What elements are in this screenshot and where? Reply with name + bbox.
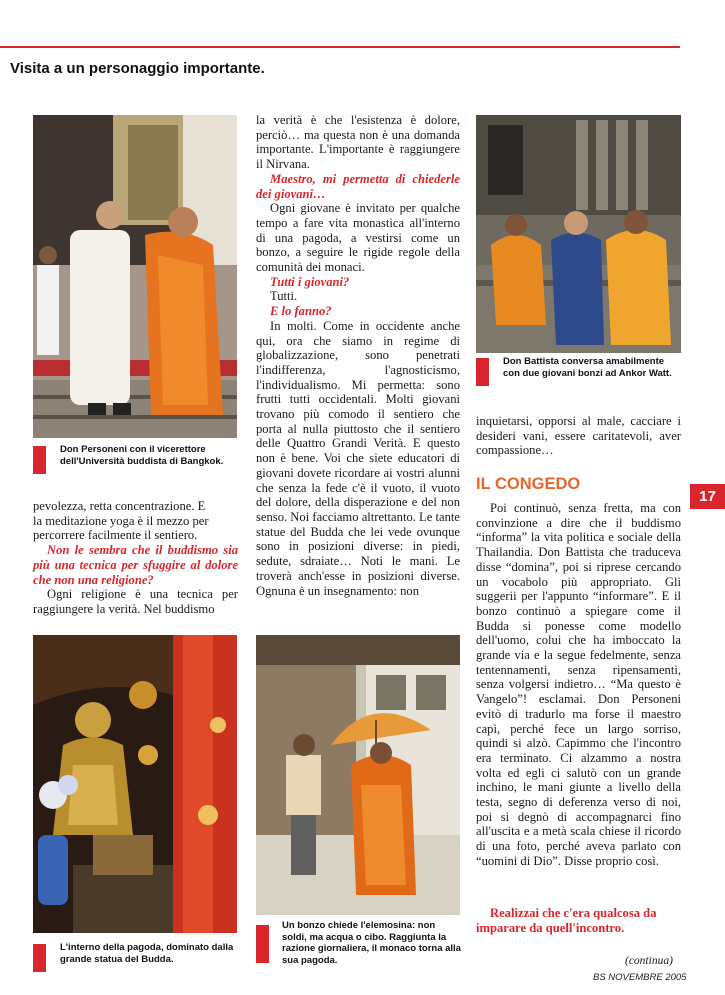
- caption-marker: [33, 944, 46, 972]
- continua-label: (continua): [625, 955, 673, 967]
- interview-question: Tutti i giovani?: [270, 274, 350, 289]
- article-paragraph: In molti. Come in occidente anche qui, ora che siamo in regime di globalizzazione, sono penetrati l'indifferenza, l'agnosticismo, l'individualismo. Mi permetta: sono frutti tutti occidentali. Molti giovani trovano più comodo il sentiero che porta al nulla piuttosto che il sentiero delle Quattro Grandi Verità. E questo non è bene. Voi che siete educatori di giovani dovete ricordare ai vostri alunni che senza la fede c'è il vuoto, il vuoto del dolore, della disperazione e del non senso. Noi facciamo altrettanto. Le tante statue del Budda che lei vede ovunque sono in posizioni diverse: in piedi, sedute, sdraiate… Noti le mani. Le troverà anch'esse in posizioni diverse. Ognuna è un insegnamento: non: [256, 318, 460, 598]
- closing-statement: Realizzai che c'era qualcosa da imparare da quell'incontro.: [476, 906, 657, 935]
- photo-caption: Don Battista conversa amabilmente con due giovani bonzi ad Ankor Watt.: [503, 356, 672, 379]
- issue-footer: BS NOVEMBRE 2005: [593, 972, 687, 983]
- article-paragraph: inquietarsi, opporsi al male, cacciare i desideri vani, essere caritatevoli, aver compassione…: [476, 414, 681, 458]
- page-number: 17: [690, 484, 725, 509]
- article-line: pevolezza, retta concentrazione. E: [33, 499, 206, 513]
- article-paragraph: Ogni religione è una tecnica per raggiungere la verità. Nel buddismo: [33, 587, 238, 616]
- photo-caption: Un bonzo chiede l'elemosina: non soldi, ma acqua o cibo. Raggiunta la razione giornaliera, il monaco torna alla sua pagoda.: [282, 920, 461, 966]
- caption-marker: [476, 358, 489, 386]
- photo-pagoda-interior: [33, 635, 237, 933]
- article-paragraph: Ogni giovane è invitato per qualche tempo a fare vita monastica all'interno di una pagoda, a vestirsi come un bonzo, a seguire le rigide regole della comunità dei monaci.: [256, 201, 460, 275]
- photo-don-personeni-vicerettore: [33, 115, 237, 438]
- article-line: la meditazione yoga è il mezzo per: [33, 513, 209, 528]
- interview-question: Non le sembra che il buddismo sia più una tecnica per sfuggire al dolore che non una religione?: [33, 543, 238, 587]
- article-paragraph: Poi continuò, senza fretta, ma con convinzione a dire che il buddismo “informa” la vita politica e sociale della Thailandia. Don Battista che traduceva disse “domina”, poi si riprese cercando un vocabolo più appropriato. Gli suggerii per l'appunto “informare”. E il bonzo continuò a spiegare come il Budda si ponesse come modello dell'uomo, colui che ha imboccato la grande via e la segue fedelmente, senza tentennamenti, senza ripensamenti, senza volgersi indietro… “Ma questo è Vangelo”! esclamai. Don Personeni evitò di tradurlo ma forse il maestro capì, perché fece un largo sorriso, quindi si alzò. Capimmo che l'incontro era terminato. Ci alzammo a nostra volta ed egli ci salutò con un grande inchino, le mani giunte a livello della testa, segno di deferenza verso di noi, poi si degnò di accompagnarci fino all'uscita e a metà scala chiese il ricordo di una foto, perché aveva parlato con “uomini di Dio”. Disse proprio così.: [476, 501, 681, 868]
- header-rule: [0, 46, 680, 48]
- article-column-3: [476, 414, 681, 458]
- photo-caption: Don Personeni con il vicerettore dell'Università buddista di Bangkok.: [60, 444, 224, 467]
- article-column-1: [33, 499, 238, 617]
- caption-marker: [256, 925, 269, 963]
- interview-question: Maestro, mi permetta di chiederle dei giovani…: [256, 171, 460, 201]
- interview-question: E lo fanno?: [270, 304, 332, 319]
- article-paragraph: Tutti.: [270, 289, 298, 304]
- article-paragraph: la verità è che l'esistenza è dolore, perciò… ma questa non è una domanda importante. L'importante è raggiungere il Nirvana.: [256, 113, 460, 172]
- photo-ankor-watt-bonzi: [476, 115, 681, 353]
- photo-caption: L'interno della pagoda, dominato dalla grande statua del Budda.: [60, 942, 234, 965]
- article-column-3-continued: [476, 501, 681, 869]
- caption-marker: [33, 446, 46, 474]
- section-heading-congedo: IL CONGEDO: [476, 475, 581, 493]
- article-column-2: [256, 113, 460, 598]
- section-title: Visita a un personaggio importante.: [10, 60, 265, 77]
- photo-bonzo-elemosina: [256, 635, 460, 915]
- article-line: percorrere facilmente il sentiero.: [33, 528, 198, 543]
